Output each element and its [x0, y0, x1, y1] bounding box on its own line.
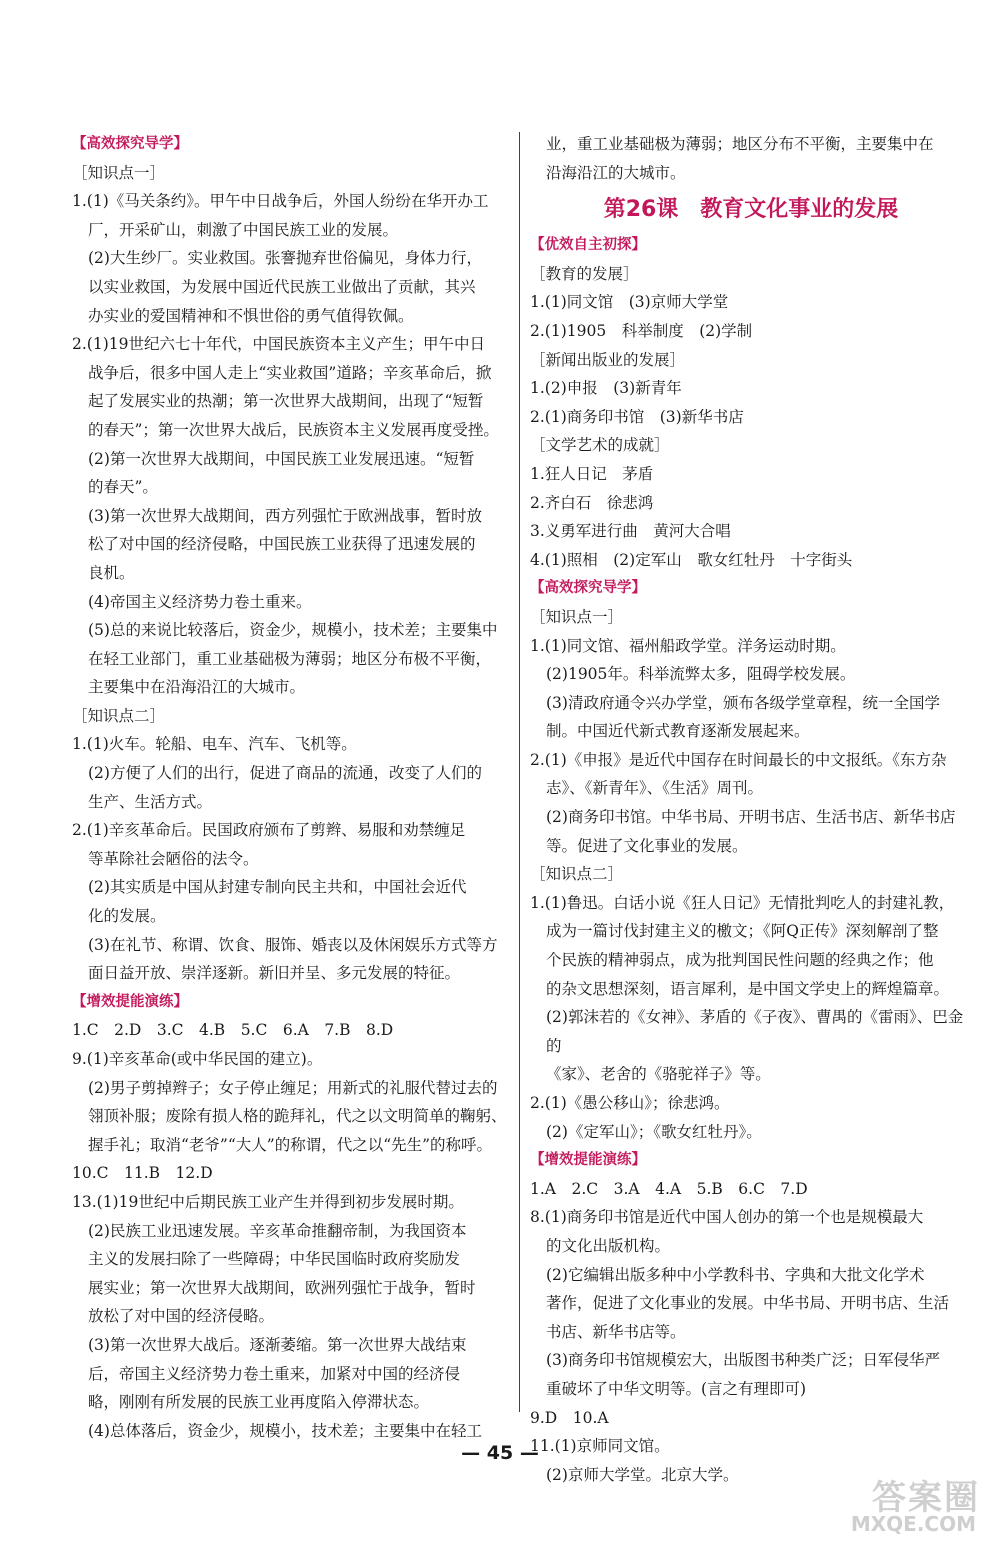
- answer-line: 业，重工业基础极为薄弱；地区分布不平衡，主要集中在: [546, 135, 934, 153]
- answer-line: 战争后，很多中国人走上“实业救国”道路；辛亥革命后，掀: [88, 363, 492, 382]
- answer-line: 握手礼；取消“老爷”“大人”的称谓，代之以“先生”的称呼。: [88, 1135, 493, 1154]
- answer-line: 等革除社会陋俗的法令。: [88, 849, 259, 868]
- answer-line: (3)在礼节、称谓、饮食、服饰、婚丧以及休闲娱乐方式等方: [88, 935, 498, 954]
- answer-line: 个民族的精神弱点，成为批判国民性问题的经典之作；他: [546, 951, 934, 970]
- answer-line: 1.(1)同文馆、福州船政学堂。洋务运动时期。: [530, 636, 846, 655]
- answer-line: 化的发展。: [88, 907, 166, 926]
- answer-line: 9.(1)辛亥革命(或中华民国的建立)。: [72, 1050, 323, 1068]
- answer-line: 沿海沿江的大城市。: [546, 163, 686, 182]
- answer-line: (4)总体落后，资金少，规模小，技术差；主要集中在轻工: [88, 1421, 482, 1440]
- answer-line: (2)郭沫若的《女神》、茅盾的《子夜》、曹禺的《雷雨》、巴金的: [546, 1008, 964, 1055]
- left-column: [72, 130, 512, 1445]
- answer-line: 起了发展实业的热潮；第一次世界大战期间，出现了“短暂: [88, 392, 484, 411]
- watermark-logo-text: 答案圈: [872, 1478, 980, 1518]
- section-tag: 【高效探究导学】: [530, 580, 646, 597]
- answer-line: 厂，开采矿山，刺激了中国民族工业的发展。: [88, 220, 399, 239]
- knowledge-point-heading: ［知识点二］: [72, 706, 166, 725]
- answer-line: 等。促进了文化事业的发展。: [546, 836, 748, 855]
- topic-heading: ［新闻出版业的发展］: [530, 350, 686, 369]
- answer-line: 主义的发展扫除了一些障碍；中华民国临时政府奖励发: [88, 1250, 461, 1269]
- answer-line: 制。中国近代新式教育逐渐发展起来。: [546, 722, 810, 741]
- answer-line: 13.(1)19世纪中后期民族工业产生并得到初步发展时期。: [72, 1192, 464, 1211]
- answer-line: 1.A 2.C 3.A 4.A 5.B 6.C 7.D: [530, 1179, 808, 1198]
- knowledge-point-heading: ［知识点一］: [530, 607, 624, 626]
- answer-line: (2)《定军山》；《歌女红牡丹》。: [546, 1122, 762, 1141]
- section-tag: 【增效提能演练】: [72, 993, 188, 1010]
- answer-line: (2)第一次世界大战期间，中国民族工业发展迅速。“短暂: [88, 449, 475, 468]
- answer-line: 翎顶补服；废除有损人格的跪拜礼，代之以文明简单的鞠躬、: [88, 1107, 507, 1126]
- answer-line: 在轻工业部门，重工业基础极为薄弱；地区分布极不平衡，: [88, 649, 492, 668]
- answer-line: (2)京师大学堂。北京大学。: [546, 1465, 739, 1484]
- answer-line: 1.(1)鲁迅。白话小说《狂人日记》无情批判吃人的封建礼教，: [530, 893, 955, 912]
- answer-line: 书店、新华书店等。: [546, 1322, 686, 1341]
- section-tag: 【增效提能演练】: [530, 1152, 646, 1169]
- answer-line: (5)总的来说比较落后，资金少，规模小，技术差；主要集中: [88, 621, 498, 640]
- answer-line: 2.(1)商务印书馆 (3)新华书店: [530, 407, 744, 426]
- answer-line: 以实业救国，为发展中国近代民族工业做出了贡献，其兴: [88, 277, 476, 296]
- answer-line: 的文化出版机构。: [546, 1236, 671, 1255]
- answer-line: 1.(1)同文馆 (3)京师大学堂: [530, 293, 729, 312]
- answer-line: 生产、生活方式。: [88, 792, 213, 811]
- answer-line: 面日益开放、崇洋逐新。新旧并呈、多元发展的特征。: [88, 964, 461, 983]
- section-tag: 【优效自主初探】: [530, 237, 646, 254]
- topic-heading: ［文学艺术的成就］: [530, 436, 670, 455]
- answer-line: 1.(1)火车。轮船、电车、汽车、飞机等。: [72, 735, 357, 754]
- answer-line: 略，刚刚有所发展的民族工业再度陷入停滞状态。: [88, 1393, 430, 1412]
- answer-line: 4.(1)照相 (2)定军山 歌女红牡丹 十字街头: [530, 550, 853, 569]
- answer-line: (2)大生纱厂。实业救国。张謇抛弃世俗偏见，身体力行，: [88, 249, 482, 268]
- topic-heading: ［教育的发展］: [530, 264, 639, 283]
- answer-line: 成为一篇讨伐封建主义的檄文；《阿Q正传》深刻解剖了整: [546, 922, 939, 941]
- watermark-url: MXQE.COM: [850, 1512, 976, 1536]
- answer-line: 11.(1)京师同文馆。: [530, 1437, 670, 1456]
- answer-line: (4)帝国主义经济势力卷土重来。: [88, 592, 312, 611]
- answer-line: 的春天”。: [88, 478, 158, 497]
- section-tag: 【高效探究导学】: [72, 136, 188, 152]
- knowledge-point-heading: ［知识点二］: [530, 865, 624, 884]
- answer-line: 1.狂人日记 茅盾: [530, 464, 654, 483]
- knowledge-point-heading: ［知识点一］: [72, 163, 166, 182]
- answer-line: 2.(1)《愚公移山》；徐悲鸿。: [530, 1094, 730, 1112]
- answer-line: 后，帝国主义经济势力卷土重来，加紧对中国的经济侵: [88, 1364, 461, 1383]
- answer-line: (2)方便了人们的出行，促进了商品的流通，改变了人们的: [88, 764, 482, 783]
- answer-line: (2)1905年。科举流弊太多，阻碍学校发展。: [546, 665, 856, 684]
- answer-line: 1.(2)申报 (3)新青年: [530, 379, 682, 398]
- answer-line: 著作，促进了文化事业的发展。中华书局、开明书店、生活: [546, 1294, 950, 1313]
- answer-line: 1.C 2.D 3.C 4.B 5.C 6.A 7.B 8.D: [72, 1021, 394, 1040]
- answer-line: (2)它编辑出版多种中小学教科书、字典和大批文化学术: [546, 1265, 925, 1284]
- lesson-title: 第26课 教育文化事业的发展: [603, 197, 899, 223]
- answer-line: 2.(1)辛亥革命后。民国政府颁布了剪辫、易服和劝禁缠足: [72, 821, 466, 840]
- answer-line: 2.(1)19世纪六七十年代，中国民族资本主义产生；甲午中日: [72, 335, 485, 354]
- answer-line: 办实业的爱国精神和不惧世俗的勇气值得钦佩。: [88, 306, 414, 325]
- answer-line: (3)第一次世界大战后。逐渐萎缩。第一次世界大战结束: [88, 1335, 467, 1354]
- answer-line: 良机。: [88, 563, 135, 582]
- answer-line: 2.(1)1905 科举制度 (2)学制: [530, 321, 753, 340]
- answer-line: 松了对中国的经济侵略，中国民族工业获得了迅速发展的: [88, 535, 476, 554]
- answer-line: 2.(1)《申报》是近代中国存在时间最长的中文报纸。《东方杂: [530, 750, 947, 769]
- answer-line: 8.(1)商务印书馆是近代中国人创办的第一个也是规模最大: [530, 1208, 924, 1227]
- answer-line: 10.C 11.B 12.D: [72, 1164, 213, 1183]
- answer-line: 主要集中在沿海沿江的大城市。: [88, 678, 306, 697]
- answer-line: 展实业；第一次世界大战期间，欧洲列强忙于战争，暂时: [88, 1278, 476, 1297]
- column-divider: [519, 132, 520, 1412]
- answer-line: (2)民族工业迅速发展。辛亥革命推翻帝制，为我国资本: [88, 1221, 467, 1240]
- answer-line: 9.D 10.A: [530, 1408, 609, 1427]
- watermark: [785, 1470, 980, 1540]
- answer-line: (2)其实质是中国从封建专制向民主共和，中国社会近代: [88, 878, 467, 897]
- answer-line: (2)男子剪掉辫子；女子停止缠足；用新式的礼服代替过去的: [88, 1078, 498, 1097]
- right-column: [530, 130, 972, 1489]
- answer-line: 放松了对中国的经济侵略。: [88, 1307, 275, 1326]
- answer-line: 志》、《新青年》、《生活》周刊。: [546, 779, 764, 798]
- answer-line: 的杂文思想深刻，语言犀利，是中国文学史上的辉煌篇章。: [546, 979, 950, 998]
- answer-line: (3)商务印书馆规模宏大，出版图书种类广泛；日军侵华严: [546, 1351, 940, 1370]
- page-number: — 45 —: [461, 1442, 539, 1464]
- answer-line: (3)第一次世界大战期间，西方列强忙于欧洲战事，暂时放: [88, 506, 482, 525]
- answer-line: (2)商务印书馆。中华书局、开明书店、生活书店、新华书店: [546, 808, 956, 827]
- answer-line: 1.(1)《马关条约》。甲午中日战争后，外国人纷纷在华开办工: [72, 192, 489, 211]
- answer-line: 《家》、老舍的《骆驼祥子》等。: [546, 1065, 771, 1084]
- answer-line: 的春天”；第一次世界大战后，民族资本主义发展再度受挫。: [88, 420, 499, 439]
- answer-line: 重破坏了中华文明等。(言之有理即可): [546, 1379, 807, 1398]
- answer-line: 2.齐白石 徐悲鸿: [530, 493, 654, 512]
- answer-line: (3)清政府通令兴办学堂，颁布各级学堂章程，统一全国学: [546, 693, 940, 712]
- answer-line: 3.义勇军进行曲 黄河大合唱: [530, 522, 731, 541]
